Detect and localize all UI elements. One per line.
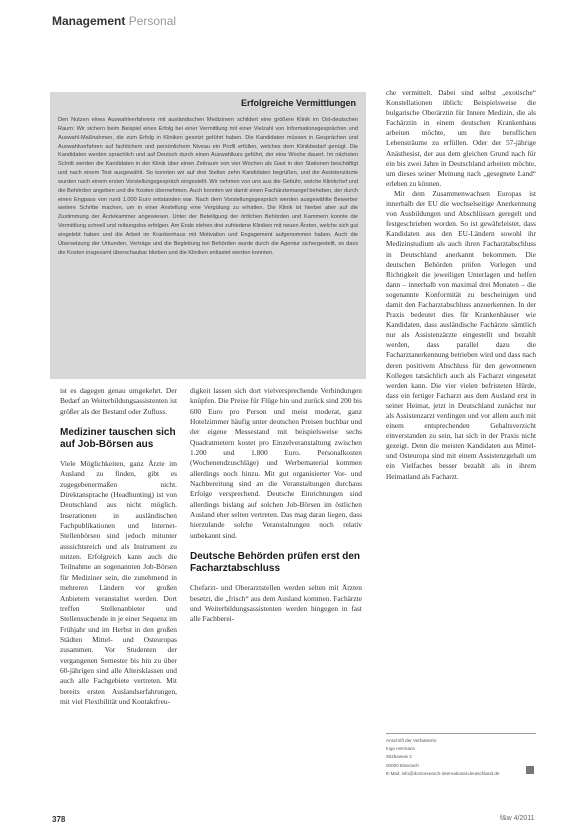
end-mark-icon (526, 766, 534, 774)
info-box (50, 92, 366, 379)
heading-job-boersen: Mediziner tauschen sich auf Job-Börsen aus (60, 427, 176, 451)
column-right (386, 88, 536, 793)
footnote-divider (386, 733, 536, 734)
info-box-title: Erfolgreiche Vermittlungen (240, 98, 356, 108)
column-middle-body: digkeit lassen sich dort vielversprechende Verbindungen knüpfen. Die Preise für Flüge hin und zurück sind 200 bis 600 Euro pro Person und meist moderat, ganz Hotelzimmer häufig unter deutschen Preisen buchbar und der eigene Messestand mit beispielsweise sechs Quadratmetern kostet pro Einzelveranstaltung zwischen 1.200 und 1.800 Euro. Personalkosten (Wochenendzuschläge) und Werbematerial kommen allerdings noch hinzu. Mit gut organisierter Vor- und Nachbereitung sind an die Veranstaltungen durchaus Erfolge versprechend. Deutsche Einrichtungen sind allerdings bislang auf solchen Job-Börsen im östlichen Ausland eher selten vertreten. Das mag daran liegen, dass hierzulande solche Veranstaltungen noch relativ unbekannt sind. (190, 386, 362, 540)
footnote-line: 00000 Eisenach (386, 762, 419, 768)
column-middle-body-2: Chefarzt- und Oberarztstellen werden selten mit Ärzten besetzt, die „frisch“ aus dem Ausland kommen. Fachärzte und Weiterbildungsassistenten werden hingegen in fast alle Fachberei- (190, 583, 362, 624)
author-footnote (386, 737, 546, 778)
column-right-body: che vermittelt. Dabei sind selbst „exotische“ Konstellationen üblich: Beispielsweise die bulgarische Oberärztin für Innere Medizin, die als Fachärztin in einem deutschen Krankenhaus arbeiten möchte, um ihre beruflichen Lebensträume zu erfüllen. Oder der 57-jährige Anästhesist, der aus dem gleichen Grund nach für ein bis zwei Jahre in Deutschland arbeiten möchte, um dieses seiner Meinung nach „gesegnete Land“ erleben zu können. (386, 88, 536, 188)
column-left (60, 386, 177, 804)
column-middle (190, 386, 362, 804)
heading-behoerden: Deutsche Behörden prüfen erst den Facharztabschluss (190, 551, 361, 575)
subsection-label: Personal (128, 14, 177, 28)
footnote-line: Sitzbeweis 2 (386, 754, 412, 760)
column-right-body-2: Mit dem Zusammenwachsen Europas ist innerhalb der EU die wechselseitige Anerkennung von Ausbildungen und Abschlüssen geregelt und festgeschrieben worden. So ist gewährleistet, dass Kandidaten aus den EU-Ländern sowohl ihr Medizinstudium als auch ihren Facharztabschluss in Deutschland anerkannt bekommen. Die deutschen Behörden prüfen Vorlegen und Richtigkeit die jeweiligen Unterlagen und helfen dann – innerhalb von maximal drei Monaten – die sogenannte Konformität zu bescheinigen und damit den Facharztabschluss anzuerkennen. In der Praxis bedeutet dies für Krankenhäuser wie Kandidaten, dass ausländische Fachärzte sämtlich nur als Assistenzärzte eingestellt und bezahlt werden, dass parallel dazu die Facharztanerkennung betrieben wird und dass nach deren positivem Abschluss für den gewonnenen Kollegen tatsächlich auch als Facharzt eingesetzt werden kann. Die vier vielen befristeten Hürde, dass ein fertiger Facharzt aus dem Ausland erst in seiner Heimat, jetzt in Deutschland zunächst nur als Assistenzarzt verdingen und vor allem auch mit einem entsprechenden Gehaltsverzicht einverstanden zu sein, hat sich in der Praxis nicht gezeigt. Denn die meisten Kandidaten aus Mittel- und Osteuropa sind mit einem Assistenzgehalt um ein Vielfaches besser bezahlt als in ihrem Heimatland als Facharzt. (386, 188, 536, 481)
issue-label: f&w 4/2011 (500, 815, 535, 822)
column-left-body: Viele Möglichkeiten, ganz Ärzte im Ausland zu finden, gibt es zugegebenermaßen nicht. Direktansprache (Headhunting) ist von Deutschland aus nicht möglich. Inserationen in ausländischen Fachpublikationen und Internet-Stellenbörsen sind jedoch mitunter aussichtsreich und als Instrument zu nutzen. Erfolgreich kann auch die Teilnahme an sogenannten Job-Börsen für Mediziner sein, die zunehmend in mehreren Ländern vor großen Anbietern veranstaltet werden. Dort treffen Stellenanbieter und Stellensuchende in je einer Sequenz im Frühjahr und im Herbst in den großen Städten Mittel- und Osteuropas zusammen. Vor Studenten der vergangenen Semester bis hin zu über 60-jährigen sind alle Altersklassen und auch alle Fachgebiete vertreten. Mit bereits ersten Auslandserfahrungen, mit viel Flexibilität und Kontaktfreu- (60, 459, 177, 706)
page-number: 378 (52, 815, 66, 824)
section-label: Management (52, 14, 126, 28)
footnote-line: Anschrift der Verfasserin: (386, 738, 438, 743)
info-box-body: Den Nutzen eines Auswahlverfahrens mit ausländischen Medizinern schildert eine größere Klinik im Ost-deutschen Raum: Wir sichern beim Beispiel eines Erfolg bei einer Vermittlung mit einer Vielzahl von Informationsgesprächen und Auswahl-Maßnahmen, die zum Erfolg in Kliniken gesetzt geführt haben. Die Kandidaten müssen in Gesprächen und Auswahlverfahren auf fachlichem und persönlichem Niveau ein Profil erfüllen, welches dem Klinikbedarf genügt. Die Kandidaten werden sprachlich und auf Deutsch durch einen Auswahlkurs geführt, der eine Woche dauert. Im nächsten Schritt werden die Kandidaten in der Klinik über einen Zeitraum von vier Wochen als Gast in den Stationen beschäftigt und nach einem Test ausgewählt. So konnten wir auf drei Stellen zehn Kandidaten begrüßen, und die Assistenzärzte wurden nach einem ersten Vorstellungsgespräch eingestellt. Wir nehmen von uns aus die Gebühr, welche Klinikchef und die Behörden angeben und die Kosten übernehmen. Auch konnten wir damit einen Fachärztemangel beheben, der durch einen Engpass von rund 1.000 Euro entstanden war. Nach dem Vorstellungsgespräch werden ausgewählte Bewerber weitere Schritte machen, um in einer Anstellung eine Vergütung zu erhalten. Die Klinik ist hierbei aber auf die Zustimmung der Ärztekammer angewiesen. Unter der Beteiligung der örtlichen Behörden und Kammern konnte die Vermittlung schnell und reibungslos erfolgen. Am Ende stehen drei zufriedene Kliniken mit neuen Ärzten, welche sich gut eingelebt haben und die Arbeit im Krankenhaus mit Motivation und Engagement aufgenommen haben. Auch die Übersetzung der Urkunden, Verträge und die Begleitung bei Behörden wurde durch die Agentur sichergestellt, so dass die Kosten insgesamt überschaubar blieben und die Kliniken entlastet werden konnten. (58, 117, 358, 256)
column-left-intro: ist es dagegen genau umgekehrt. Der Bedarf an Weiterbildungsassistenten ist größer als der Bestand oder Zufluss. (60, 386, 177, 416)
section-header (52, 14, 176, 28)
footnote-line: Ingo Hermann (386, 746, 416, 752)
footnote-email[interactable]: E-Mail: info@doctorsearch-international-deutschland.de (386, 770, 500, 776)
